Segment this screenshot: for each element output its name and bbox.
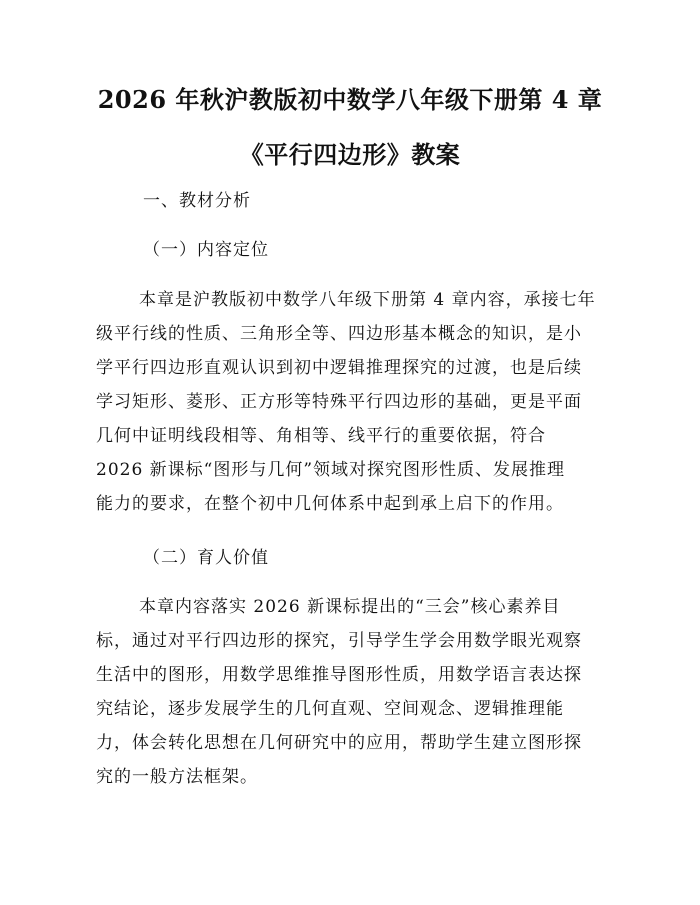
paragraph-line: 究结论，逐步发展学生的几何直观、空间观念、逻辑推理能	[96, 699, 564, 719]
paragraph-content-positioning	[96, 283, 616, 521]
document-title-line-2: 《平行四边形》教案	[239, 140, 461, 169]
document-title-line-1: 2026 年秋沪教版初中数学八年级下册第 4 章	[97, 85, 603, 114]
section-heading: 一、教材分析	[143, 191, 251, 211]
paragraph-line: 能力的要求，在整个初中几何体系中起到承上启下的作用。	[96, 494, 564, 514]
paragraph-line: 生活中的图形，用数学思维推导图形性质，用数学语言表达探	[96, 665, 582, 685]
paragraph-line: 力，体会转化思想在几何研究中的应用，帮助学生建立图形探	[96, 733, 582, 753]
subsection-heading-educational-value: （二）育人价值	[143, 548, 269, 568]
subsection-heading-content-positioning: （一）内容定位	[143, 240, 269, 260]
paragraph-line: 学平行四边形直观认识到初中逻辑推理探究的过渡，也是后续	[96, 358, 582, 378]
paragraph-line: 本章内容落实 2026 新课标提出的“三会”核心素养目	[139, 597, 561, 617]
paragraph-line: 标，通过对平行四边形的探究，引导学生学会用数学眼光观察	[96, 631, 582, 651]
paragraph-educational-value	[96, 590, 616, 794]
paragraph-line: 级平行线的性质、三角形全等、四边形基本概念的知识，是小	[96, 324, 582, 344]
paragraph-line: 几何中证明线段相等、角相等、线平行的重要依据，符合	[96, 426, 546, 446]
paragraph-line: 2026 新课标“图形与几何”领域对探究图形性质、发展推理	[96, 460, 566, 480]
paragraph-line: 究的一般方法框架。	[96, 767, 258, 787]
paragraph-line: 学习矩形、菱形、正方形等特殊平行四边形的基础，更是平面	[96, 392, 582, 412]
paragraph-line: 本章是沪教版初中数学八年级下册第 4 章内容，承接七年	[139, 290, 596, 310]
